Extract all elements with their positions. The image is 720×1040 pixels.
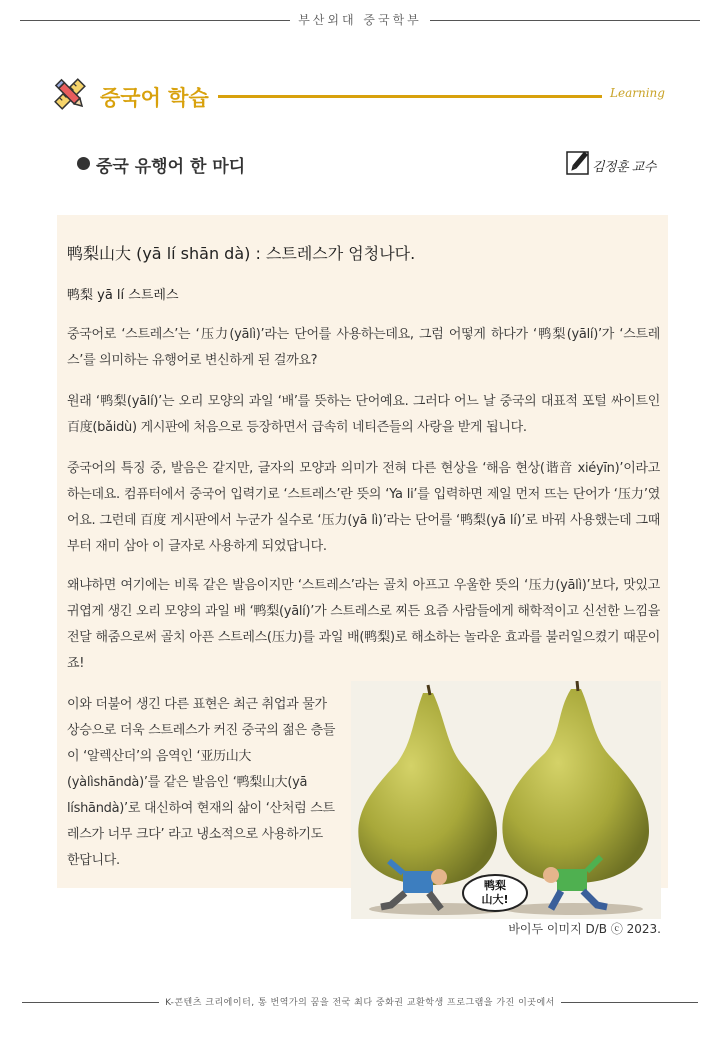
- author-name: 김정훈 교수: [592, 160, 656, 175]
- section-rule: [218, 95, 602, 98]
- paragraph: 원래 ‘鸭梨(yālí)’는 오리 모양의 과일 ‘배’를 뜻하는 단어예요. 그러다 어느 날 중국의 대표적 포털 싸이트인 百度(bǎidù) 게시판에 처음으로 등장하면서 급속히 네티즌들의 사랑을 받게 됩니다.: [67, 394, 660, 435]
- image-credit: 바이두 이미지 D/B ⓒ 2023.: [508, 922, 661, 936]
- paragraph: 중국어의 특징 중, 발음은 같지만, 글자의 모양과 의미가 전혀 다른 현상을 ‘해음 현상(谐音 xiéyīn)’이라고 하는데요. 컴퓨터에서 중국어 입력기로 ‘스트레스’란 뜻의 ‘Ya li’를 입력하면 제일 먼저 뜨는 단어가 ‘压力’였어요. 그런데 百度 게시판에서 누군가 실수로 ‘压力(yā lì)’라는 단어를 ‘鸭梨(yā lí)’로 바꿔 사용했는데 그때부터 재미 삼아 이 글자로 사용하게 되었답니다.: [67, 461, 660, 554]
- header-title: [0, 11, 720, 28]
- paragraph: 중국어로 ‘스트레스’는 ‘压力(yālì)’라는 단어를 사용하는데요, 그럼 어떻게 하다가 ‘鸭梨(yālí)’가 ‘스트레스’를 의미하는 유행어로 변신하게 된 걸까요?: [67, 327, 660, 368]
- footer-text: K-콘텐츠 크리에이터, 통 번역가의 꿈을 전국 최다 중화권 교환학생 프로그램을 가진 이곳에서: [159, 998, 561, 1008]
- pear-illustration: [351, 681, 661, 919]
- footer: [0, 995, 720, 1008]
- article-title: 중국 유행어 한 마디: [96, 157, 246, 177]
- pencil-ruler-icon: [52, 76, 88, 112]
- paragraph: 이와 더불어 생긴 다른 표현은 최근 취업과 물가 상승으로 더욱 스트레스가 커진 중국의 젊은 층들이 ‘알렉산더’의 음역인 ‘亚历山大(yàlìshāndà)’를 같은 발음인 ‘鸭梨山大(yā líshāndà)’로 대신하여 현재의 삶이 ‘산처럼 스트레스가 너무 크다’ 라고 냉소적으로 사용하기도 한답니다.: [67, 697, 336, 868]
- bullet-icon: [77, 157, 90, 170]
- speech-bubble-line2: 山大!: [481, 893, 509, 906]
- pen-icon: [566, 150, 590, 176]
- article-headline: 鸭梨山大 (yā lí shān dà) : 스트레스가 엄청나다.: [67, 244, 416, 263]
- paragraph: 왜냐하면 여기에는 비록 같은 발음이지만 ‘스트레스’라는 골치 아프고 우울한 뜻의 ‘压力(yālì)’보다, 맛있고 귀엽게 생긴 오리 모양의 과일 배 ‘鸭梨(yālí)’가 스트레스로 찌든 요즘 사람들에게 해학적이고 신선한 느낌을 전달 해줌으로써 골치 아픈 스트레스(压力)를 과일 배(鸭梨)로 해소하는 놀라운 효과를 불러일으켰기 때문이죠!: [67, 578, 660, 671]
- section-subtitle: Learning: [610, 86, 665, 100]
- header-title-text: 부산외대 중국학부: [290, 13, 430, 27]
- speech-bubble-line1: 鸭梨: [484, 879, 506, 892]
- section-title: 중국어 학습: [100, 86, 209, 110]
- article-subhead: 鸭梨 yā lí 스트레스: [67, 288, 179, 303]
